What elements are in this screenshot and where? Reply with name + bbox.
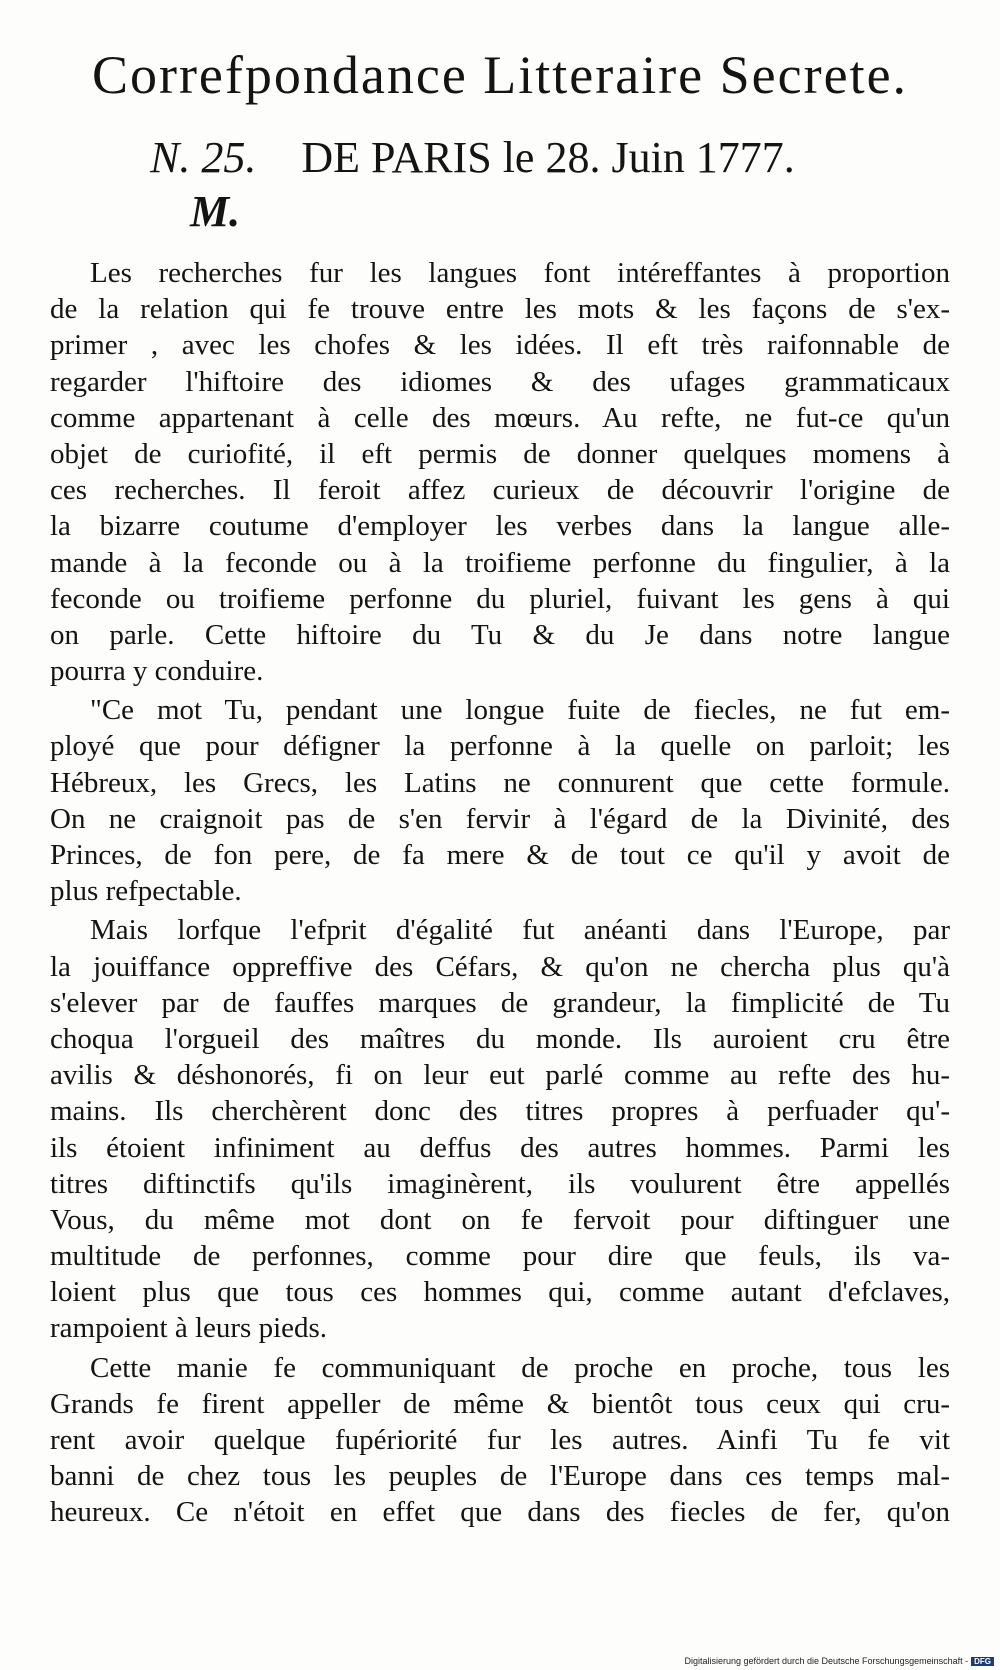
text-line: regarder l'hiftoire des idiomes & des ufages grammaticaux xyxy=(50,365,950,398)
text-line: rent avoir quelque fupériorité fur les autres. Ainfi Tu fe vit xyxy=(50,1424,950,1456)
issue-number: N. 25. xyxy=(150,133,257,182)
text-line: Princes, de fon pere, de fa mere & de tout ce qu'il y avoit de xyxy=(50,839,950,871)
text-line: Cette manie fe communiquant de proche en proche, tous les xyxy=(90,1351,950,1384)
text-line: feconde ou troifieme perfonne du pluriel, fuivant les gens à qui xyxy=(50,582,950,615)
text-line: titres diftinctifs qu'ils imaginèrent, ils voulurent être appellés xyxy=(50,1167,950,1200)
text-line: On ne craignoit pas de s'en fervir à l'égard de la Divinité, des xyxy=(50,802,950,835)
text-line: plus refpectable. xyxy=(50,875,242,908)
text-line: Mais lorfque l'efprit d'égalité fut anéanti dans l'Europe, par xyxy=(90,914,950,947)
salutation: M. xyxy=(190,187,241,236)
issue-dateline xyxy=(150,128,870,188)
text-line: Les recherches fur les langues font intéreffantes à proportion xyxy=(90,257,950,289)
journal-masthead: Correfpondance Litteraire Secrete. xyxy=(91,45,909,105)
issue-place-date: DE PARIS le 28. Juin 1777. xyxy=(301,133,795,182)
text-line: Grands fe firent appeller de même & bientôt tous ceux qui cru- xyxy=(50,1387,950,1420)
text-line: de la relation qui fe trouve entre les mots & les façons de s'ex- xyxy=(50,293,950,326)
text-line: "Ce mot Tu, pendant une longue fuite de fiecles, ne fut em- xyxy=(90,694,950,727)
dfg-logo: DFG xyxy=(971,1657,994,1666)
text-line: pourra y conduire. xyxy=(50,655,264,688)
text-line: ils étoient infiniment au deffus des autres hommes. Parmi les xyxy=(50,1131,950,1164)
text-line: on parle. Cette hiftoire du Tu & du Je dans notre langue xyxy=(50,618,950,651)
text-line: choqua l'orgueil des maîtres du monde. Ils auroient cru être xyxy=(50,1022,950,1055)
text-line: objet de curiofité, il eft permis de donner quelques momens à xyxy=(50,437,950,470)
text-line: mande à la feconde ou à la troifieme perfonne du fingulier, à la xyxy=(50,546,950,579)
text-line: ployé que pour défigner la perfonne à la quelle on parloit; les xyxy=(50,730,950,763)
text-line: primer , avec les chofes & les idées. Il eft très raifonnable de xyxy=(50,329,950,362)
text-line: rampoient à leurs pieds. xyxy=(50,1312,328,1345)
text-line: la jouiffance oppreffive des Céfars, & qu'on ne chercha plus qu'à xyxy=(50,950,950,983)
text-line: la bizarre coutume d'employer les verbes dans la langue alle- xyxy=(50,510,950,543)
text-line: s'elever par de fauffes marques de grandeur, la fimplicité de Tu xyxy=(50,986,950,1019)
text-line: multitude de perfonnes, comme pour dire que feuls, ils va- xyxy=(50,1240,950,1273)
article-body xyxy=(50,255,950,1531)
text-line: ces recherches. Il feroit affez curieux de découvrir l'origine de xyxy=(50,474,950,507)
text-line: comme appartenant à celle des mœurs. Au refte, ne fut-ce qu'un xyxy=(50,401,950,434)
text-line: Vous, du même mot dont on fe fervoit pour diftinguer une xyxy=(50,1203,950,1236)
text-line: heureux. Ce n'étoit en effet que dans des fiecles de fer, qu'on xyxy=(50,1496,950,1529)
text-line: banni de chez tous les peuples de l'Europe dans ces temps mal- xyxy=(50,1460,950,1493)
text-line: Hébreux, les Grecs, les Latins ne connurent que cette formule. xyxy=(50,766,950,799)
text-line: mains. Ils cherchèrent donc des titres propres à perfuader qu'- xyxy=(50,1095,950,1128)
text-line: avilis & déshonorés, fi on leur eut parlé comme au refte des hu- xyxy=(50,1059,950,1092)
digitization-credit xyxy=(684,1656,994,1666)
text-line: loient plus que tous ces hommes qui, comme autant d'efclaves, xyxy=(50,1276,950,1309)
credit-text: Digitalisierung gefördert durch die Deutsche Forschungsgemeinschaft - xyxy=(684,1656,969,1666)
